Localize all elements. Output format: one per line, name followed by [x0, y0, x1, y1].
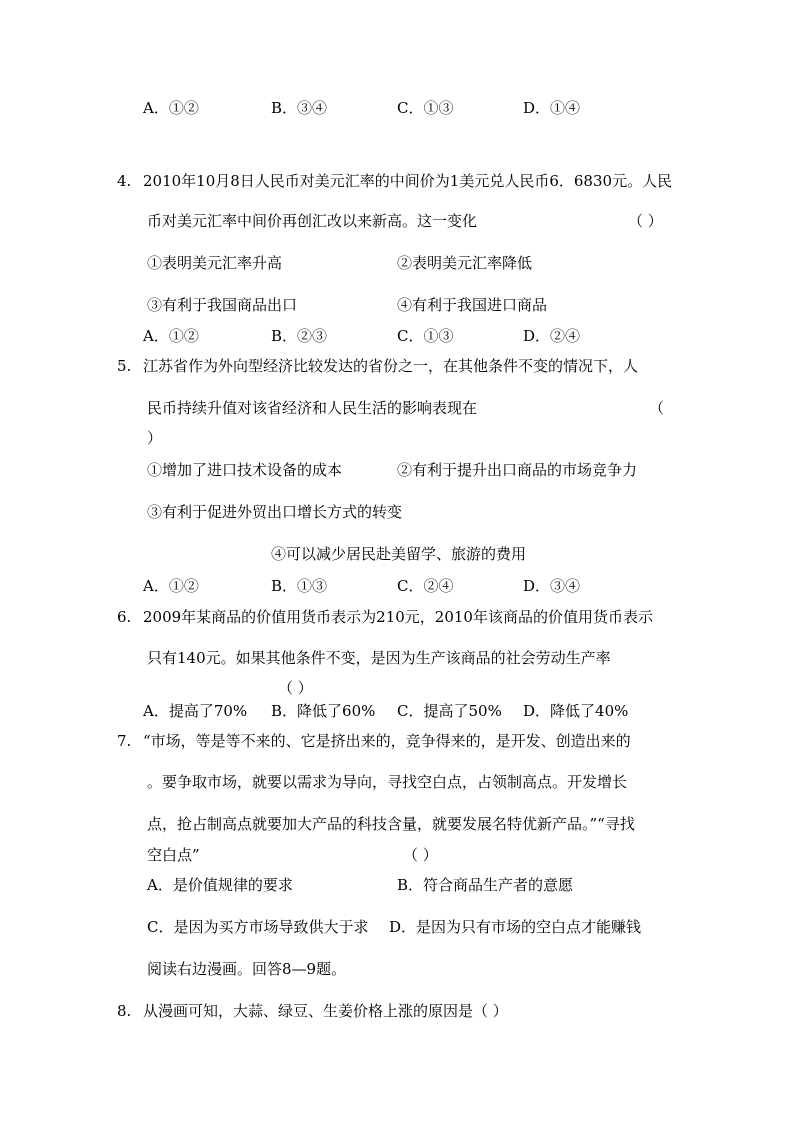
q5-statement-3: ③有利于促进外贸出口增长方式的转变 — [147, 503, 403, 521]
q4-option-d: D．②④ — [523, 327, 581, 345]
q6-answer-paren: （ ） — [278, 679, 313, 697]
q5-option-d: D．③④ — [523, 577, 581, 595]
q7-stem-line-4: 空白点” — [147, 846, 200, 864]
q5-statement-1: ①增加了进口技术设备的成本 — [147, 461, 343, 479]
q5-option-a: A．①② — [143, 577, 199, 595]
q3-option-a: A．①② — [143, 99, 199, 117]
q7-option-b: B．符合商品生产者的意愿 — [397, 876, 574, 894]
q4-option-c: C．①③ — [397, 327, 454, 345]
q6-option-c: C．提高了50% — [397, 702, 502, 720]
q7-option-a: A．是价值规律的要求 — [147, 876, 293, 894]
q4-statement-1: ①表明美元汇率升高 — [147, 254, 283, 272]
q5-stem-line-1: 江苏省作为外向型经济比较发达的省份之一，在其他条件不变的情况下，人 — [143, 357, 639, 375]
q4-statement-2: ②表明美元汇率降低 — [397, 254, 533, 272]
q4-stem-line-1: 2010年10月8日人民币对美元汇率的中间价为1美元兑人民币6．6830元。人民 — [143, 172, 673, 190]
q5-option-b: B．①③ — [271, 577, 328, 595]
q6-option-d: D．降低了40% — [523, 702, 629, 720]
q7-option-c: C．是因为买方市场导致供大于求 — [147, 918, 369, 936]
q7-stem-line-2: 。要争取市场，就要以需求为导向，寻找空白点，占领制高点。开发增长 — [147, 773, 628, 791]
q4-option-b: B．②③ — [271, 327, 328, 345]
q6-option-a: A．提高了70% — [143, 702, 248, 720]
q4-statement-3: ③有利于我国商品出口 — [147, 296, 298, 314]
q5-option-c: C．②④ — [397, 577, 454, 595]
q6-stem-line-2: 只有140元。如果其他条件不变，是因为生产该商品的社会劳动生产率 — [147, 649, 611, 667]
q7-number: 7. — [117, 732, 132, 750]
q6-number: 6. — [117, 608, 132, 626]
q7-answer-paren: （ ） — [403, 846, 438, 864]
q5-answer-paren-close: ） — [147, 429, 163, 447]
q7-stem-line-1: “市场，等是等不来的、它是挤出来的，竞争得来的，是开发、创造出来的 — [143, 732, 631, 750]
q3-option-d: D．①④ — [523, 99, 581, 117]
q4-number: 4. — [117, 172, 132, 190]
q7-stem-line-3: 点，抢占制高点就要加大产品的科技含量，就要发展名特优新产品。”“寻找 — [147, 815, 635, 833]
q5-stem-line-2: 民币持续升值对该省经济和人民生活的影响表现在 — [147, 399, 478, 417]
q6-stem-line-1: 2009年某商品的价值用货币表示为210元，2010年该商品的价值用货币表示 — [143, 608, 653, 626]
q7-note: 阅读右边漫画。回答8—9题。 — [147, 960, 347, 978]
q4-answer-paren: （ ） — [628, 212, 663, 230]
q5-number: 5. — [117, 357, 132, 375]
q8-number: 8. — [117, 1002, 132, 1020]
q5-statement-2: ②有利于提升出口商品的市场竞争力 — [397, 461, 638, 479]
q7-option-d: D．是因为只有市场的空白点才能赚钱 — [389, 918, 642, 936]
q8-stem: 从漫画可知，大蒜、绿豆、生姜价格上涨的原因是（ ） — [143, 1002, 508, 1020]
q3-option-c: C．①③ — [397, 99, 454, 117]
q4-option-a: A．①② — [143, 327, 199, 345]
q4-statement-4: ④有利于我国进口商品 — [397, 296, 548, 314]
q5-answer-paren-open: （ — [649, 399, 665, 417]
q4-stem-line-2: 币对美元汇率中间价再创汇改以来新高。这一变化 — [147, 212, 478, 230]
q5-statement-4: ④可以减少居民赴美留学、旅游的费用 — [271, 545, 527, 563]
q6-option-b: B．降低了60% — [271, 702, 376, 720]
q3-option-b: B．③④ — [271, 99, 328, 117]
